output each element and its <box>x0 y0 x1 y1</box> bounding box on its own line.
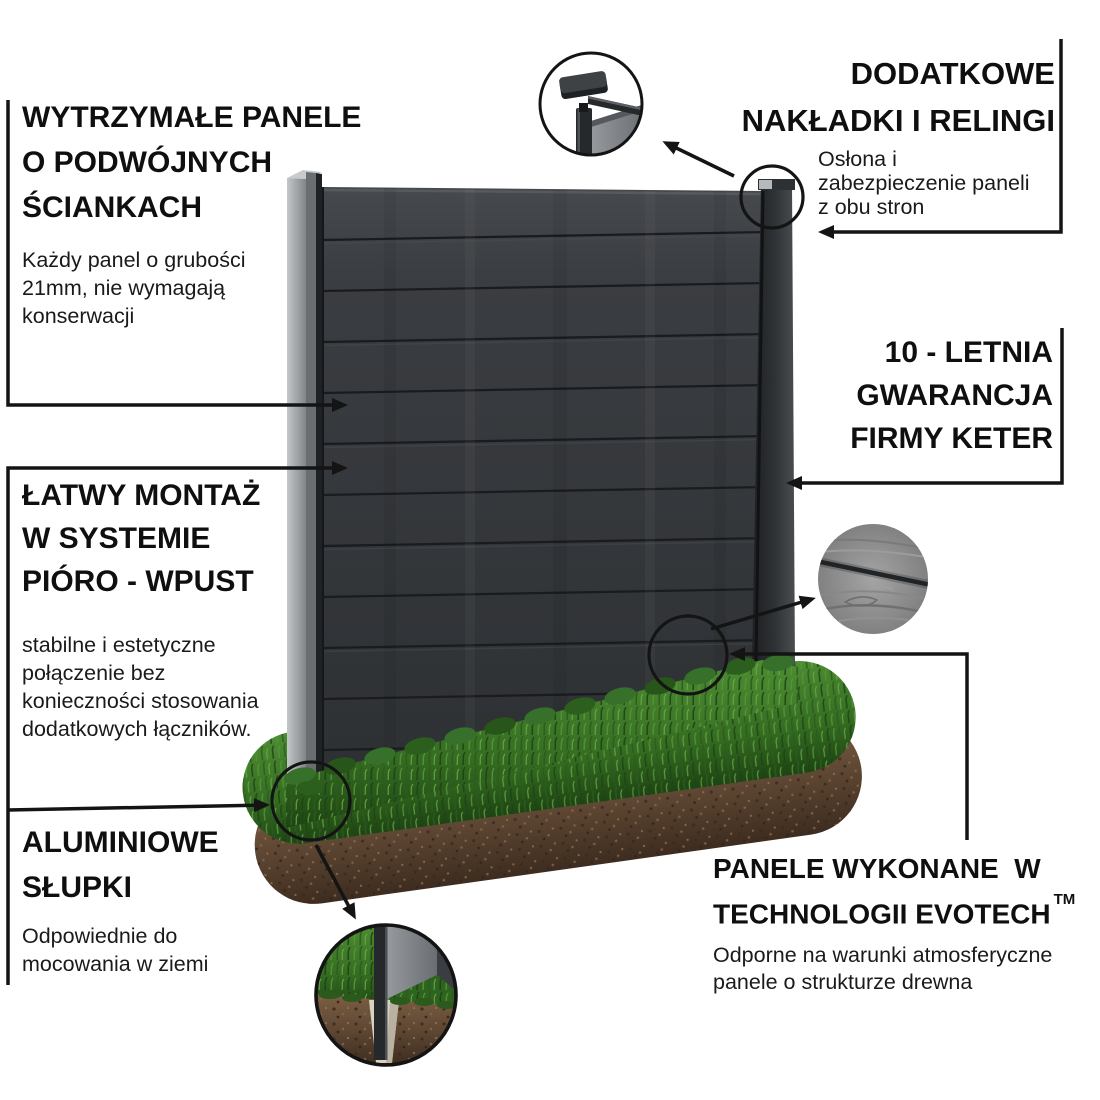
callout-aluminum-posts <box>22 820 219 978</box>
ground-mount-detail-callout <box>316 925 457 1066</box>
easy-mount-body-line: połączenie bez <box>22 661 166 685</box>
post-cap-detail-callout <box>540 53 652 162</box>
easy-mount-heading-line: ŁATWY MONTAŻ <box>22 479 261 512</box>
caps-rails-heading-line: NAKŁADKI I RELINGI <box>741 103 1055 138</box>
easy-mount-body-line: konieczności stosowania <box>22 689 259 713</box>
evotech-body-line: Odporne na warunki atmosferyczne <box>713 943 1053 968</box>
easy-mount-body-line: stabilne i estetyczne <box>22 633 216 657</box>
caps-rails-heading <box>742 50 1055 144</box>
callout-warranty <box>850 331 1053 460</box>
durable-panels-body-line: konserwacji <box>22 304 135 328</box>
evotech-heading-line <box>713 889 1075 934</box>
caps-rails-body <box>818 147 1030 219</box>
evotech-body-line: panele o strukturze drewna <box>713 970 973 995</box>
durable-panels-body-line: Każdy panel o grubości <box>22 248 246 272</box>
caps-rails-body-line: Osłona i <box>818 147 897 171</box>
aluminum-posts-body-line: Odpowiednie do <box>22 924 178 948</box>
caps-rails-body-line: zabezpieczenie paneli <box>818 171 1030 195</box>
connector-cap-detail-arrow <box>666 143 734 176</box>
aluminum-posts-body-line: mocowania w ziemi <box>22 952 209 976</box>
easy-mount-heading-line: PIÓRO - WPUST <box>22 565 254 598</box>
durable-panels-heading-line: O PODWÓJNYCH <box>22 146 273 179</box>
durable-panels-body-line: 21mm, nie wymagają <box>22 276 226 300</box>
durable-panels-heading-line: WYTRZYMAŁE PANELE <box>22 101 362 134</box>
easy-mount-heading-line: W SYSTEMIE <box>22 522 211 555</box>
warranty-heading-line: GWARANCJA <box>856 379 1053 412</box>
aluminum-posts-heading-line: ALUMINIOWE <box>22 826 219 859</box>
trademark-symbol: TM <box>1053 891 1076 908</box>
callout-durable-panels <box>22 95 361 330</box>
easy-mount-body-line: dodatkowych łączników. <box>22 717 252 741</box>
durable-panels-heading-line: ŚCIANKACH <box>22 191 202 224</box>
callout-evotech <box>713 849 1075 996</box>
connector-aluminum-posts-arrow <box>8 805 266 810</box>
evotech-heading-line <box>713 849 1075 889</box>
warranty-heading-line: FIRMY KETER <box>850 422 1053 455</box>
caps-rails-heading-line: DODATKOWE <box>850 56 1055 91</box>
warranty-heading-line: 10 - LETNIA <box>884 336 1053 369</box>
evotech-heading-text: TECHNOLOGII EVOTECH <box>713 898 1051 930</box>
wood-texture-detail-callout <box>814 524 947 634</box>
callout-easy-mount <box>22 474 260 743</box>
caps-rails-body-line: z obu stron <box>818 195 925 219</box>
evotech-heading-text: PANELE WYKONANE W <box>713 853 1041 884</box>
aluminum-posts-heading-line: SŁUPKI <box>22 871 133 904</box>
